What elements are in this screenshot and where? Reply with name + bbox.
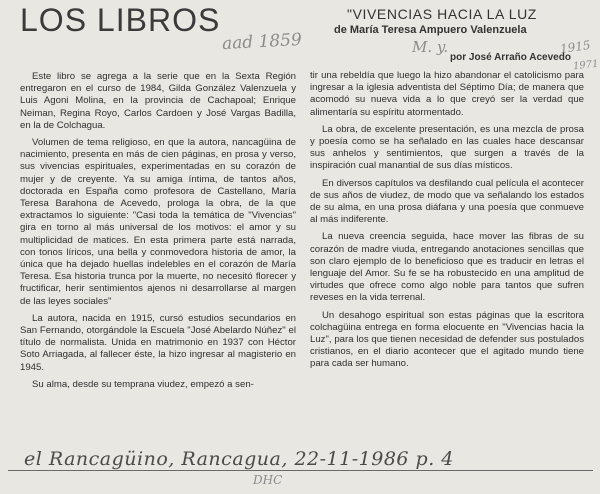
review-title: "VIVENCIAS HACIA LA LUZ xyxy=(347,6,537,22)
article-column-right xyxy=(310,70,584,376)
paragraph: La obra, de excelente presentación, es una mezcla de prosa y poesía como se ha señalado en las cuales hace descansar sus anhelos y sentimientos, que surgen a través de la inspiración cual manantial de sus días místicos. xyxy=(310,123,584,172)
handwritten-year-secondary: 1971 xyxy=(572,58,599,73)
handwritten-source-citation: el Rancagüino, Rancagua, 22-11-1986 p. 4 xyxy=(24,448,454,470)
review-author: por José Arraño Acevedo xyxy=(450,52,571,63)
handwritten-initials: M. y. xyxy=(412,38,449,56)
paragraph: En diversos capítulos va desfilando cual película el acontecer de sus años de viudez, de modo que va señalando los estados de su alma, en una prosa diáfana y una poesía que conmueve al más indiferente. xyxy=(310,177,584,226)
handwritten-year: 1915 xyxy=(559,37,592,57)
paragraph: Volumen de tema religioso, en que la autora, nancagüina de nacimiento, presenta en más de cien páginas, en prosa y verso, sus vivencias espirituales, experimentadas en su corazón de mujer y de creyente. Ya su amiga íntima, de tantos años, doctorada en España como profesora de Castellano, María Teresa Barahona de Acevedo, prologa la obra, de la que extractamos lo siguiente: "Casi toda la temática de "Vivencias" gira en torno al más universal de los motivos: el amor y su multiplicidad de matices. En esta primera parte está narrada, con tonos líricos, una bella y conmovedora historia de amor, la única que ha dejado huellas indelebles en el corazón de María Teresa. Esa historia trunca por la muerte, no necesitó florecer y fructificar, herir sentimientos ajenos ni desarrollarse al margen de las leyes sociales" xyxy=(20,137,296,307)
section-title: LOS LIBROS xyxy=(20,2,221,38)
article-column-left xyxy=(20,71,296,396)
paragraph: Su alma, desde su temprana viudez, empezó a sen- xyxy=(32,378,254,390)
review-subtitle: de María Teresa Ampuero Valenzuela xyxy=(334,24,527,36)
handwritten-catalog-code: aad 1859 xyxy=(221,29,303,55)
handwritten-initials-footer: DHC xyxy=(253,473,283,487)
paragraph: Este libro se agrega a la serie que en la Sexta Región entregaron en el curso de 1984, Gilda González Valenzuela y Luis Agoni Molina, en la provincia de Cachapoal; Enrique Neiman, Regina Royo, Carlos Cardoen y José Vargas Badilla, en la de Colchagua. xyxy=(20,71,296,131)
paragraph: La nueva creencia seguida, hace mover las fibras de su corazón de madre viuda, entregando anotaciones sencillas que son claro ejemplo de lo beneficioso que es traducir en letras el lenguaje del Amor. Su fe se ha robustecido en una amplitud de virtudes que ofrece como algo noble para tantos que sufren reveses en la vida terrenal. xyxy=(310,231,584,304)
paragraph: La autora, nacida en 1915, cursó estudios secundarios en San Fernando, otorgándole la Escuela "José Abelardo Núñez" el título de normalista. Unida en matrimonio en 1937 con Héctor Soto Arriagada, al fallecer éste, la hizo ingresar al magisterio en 1945. xyxy=(20,312,296,373)
underline-divider xyxy=(8,470,593,471)
paragraph: tir una rebeldía que luego la hizo abandonar el catolicismo para ingresar a la iglesia adventista del Séptimo Día; de manera que acomodó su nueva vida a lo que creyó ser la verdad que alimentaría su espíritu atormentado. xyxy=(310,70,584,118)
paragraph: Un desahogo espiritual son estas páginas que la escritora colchagüina entrega en forma elocuente en "Vivencias hacia la Luz", para los que tienen necesidad de defender sus postulados cristianos, en el diario acontecer que el agitado mundo tiene para cada ser humano. xyxy=(310,309,584,370)
